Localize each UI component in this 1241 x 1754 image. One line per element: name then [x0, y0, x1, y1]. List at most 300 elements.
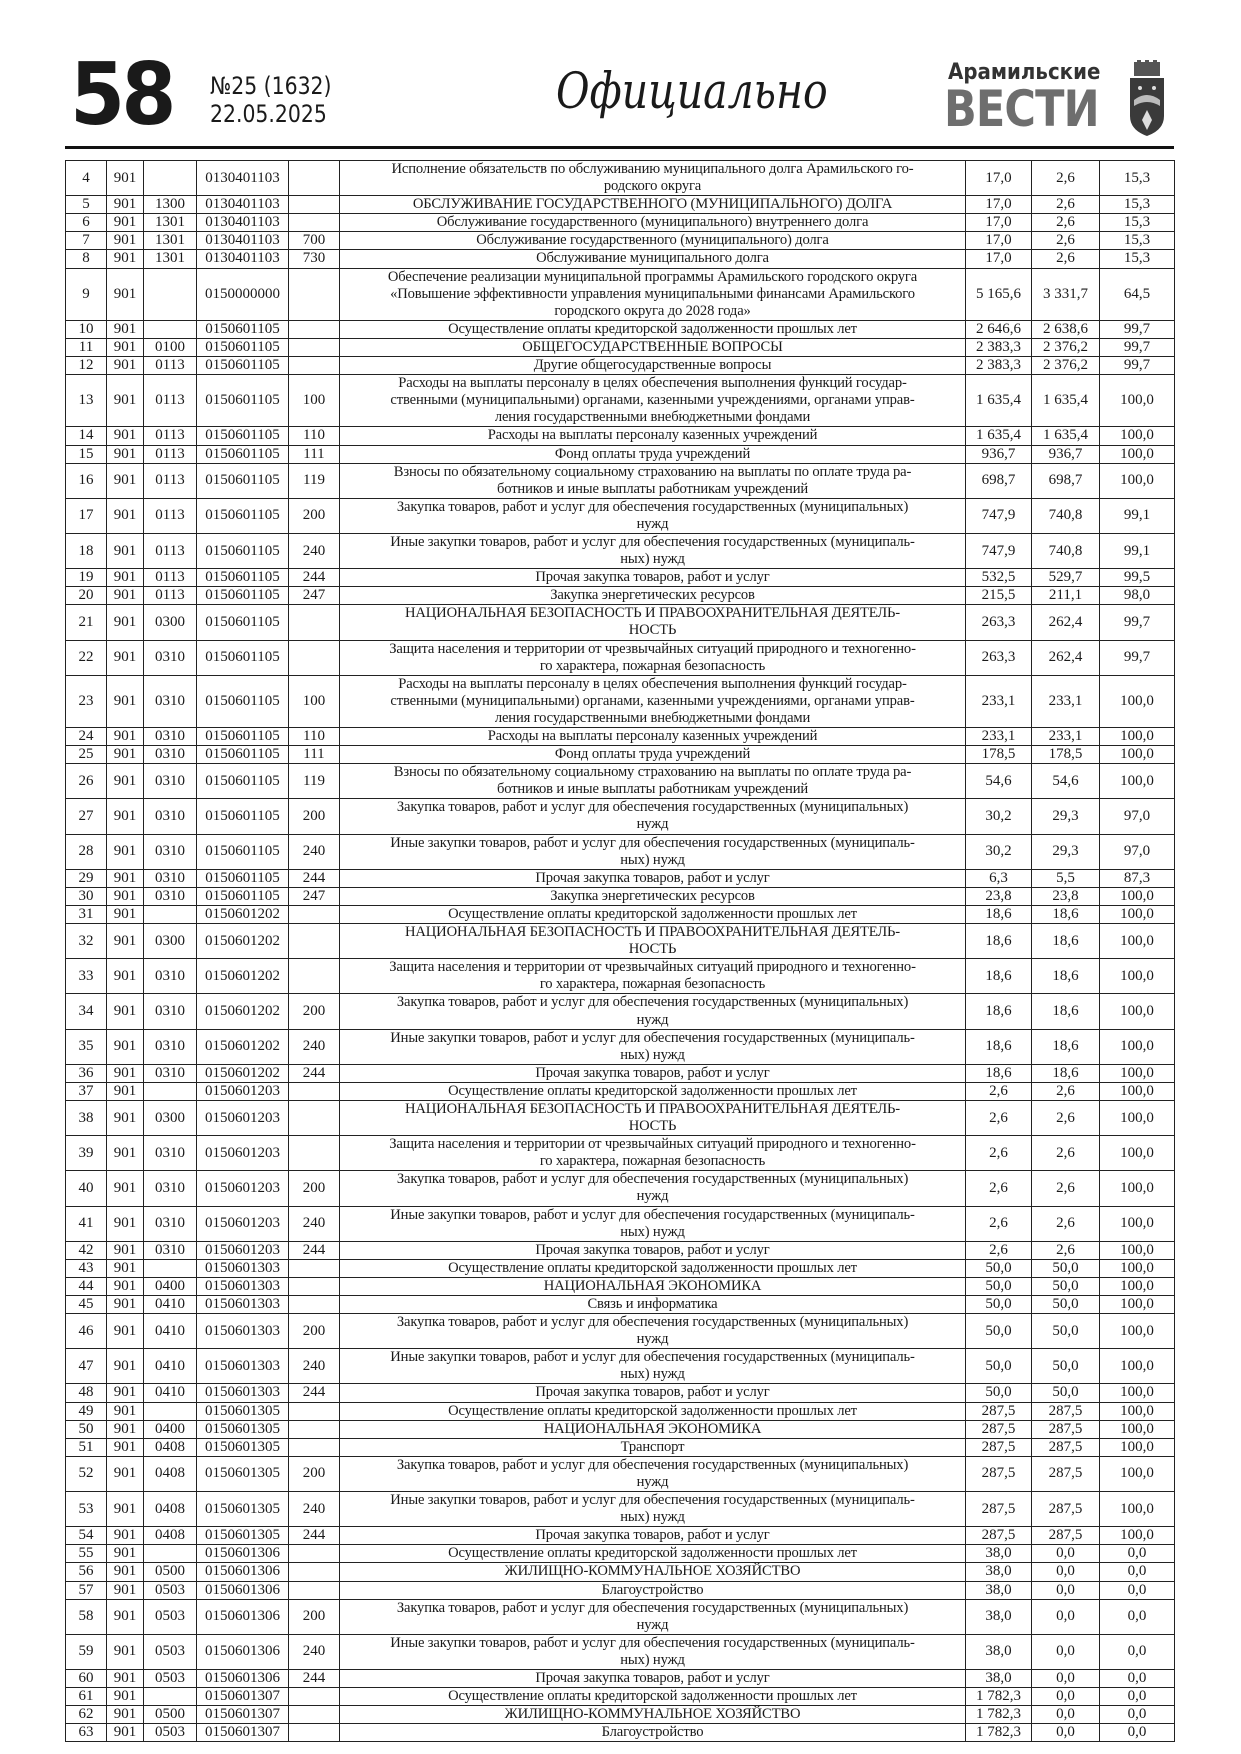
section-code: 0500 — [144, 1563, 197, 1581]
admin-code: 901 — [107, 1100, 144, 1135]
admin-code: 901 — [107, 959, 144, 994]
admin-code: 901 — [107, 1688, 144, 1706]
table-row — [66, 375, 1175, 427]
target-code: 0150601105 — [197, 799, 289, 834]
expense-type — [289, 1259, 340, 1277]
table-row — [66, 1599, 1175, 1634]
actual-amount: 740,8 — [1032, 533, 1100, 568]
row-number: 24 — [66, 728, 107, 746]
percent-done: 100,0 — [1100, 1171, 1175, 1206]
percent-done: 100,0 — [1100, 1206, 1175, 1241]
admin-code: 901 — [107, 799, 144, 834]
section-code: 0408 — [144, 1438, 197, 1456]
section-code: 0500 — [144, 1706, 197, 1724]
percent-done: 100,0 — [1100, 746, 1175, 764]
percent-done: 0,0 — [1100, 1581, 1175, 1599]
plan-amount: 747,9 — [966, 498, 1032, 533]
table-row — [66, 1296, 1175, 1314]
percent-done: 100,0 — [1100, 1384, 1175, 1402]
plan-amount: 2,6 — [966, 1136, 1032, 1171]
actual-amount: 1 635,4 — [1032, 427, 1100, 445]
table-row — [66, 1314, 1175, 1349]
target-code: 0150601203 — [197, 1082, 289, 1100]
expense-type — [289, 1724, 340, 1742]
actual-amount: 18,6 — [1032, 1064, 1100, 1082]
percent-done: 100,0 — [1100, 427, 1175, 445]
description: Обслуживание государственного (муниципального) долга — [340, 232, 966, 250]
admin-code: 901 — [107, 640, 144, 675]
section-code: 0310 — [144, 1029, 197, 1064]
row-number: 40 — [66, 1171, 107, 1206]
actual-amount: 2,6 — [1032, 196, 1100, 214]
actual-amount: 698,7 — [1032, 463, 1100, 498]
target-code: 0150601105 — [197, 728, 289, 746]
admin-code: 901 — [107, 746, 144, 764]
expense-type — [289, 1420, 340, 1438]
actual-amount: 0,0 — [1032, 1545, 1100, 1563]
plan-amount: 178,5 — [966, 746, 1032, 764]
target-code: 0150601105 — [197, 375, 289, 427]
percent-done: 15,3 — [1100, 232, 1175, 250]
description: Прочая закупка товаров, работ и услуг — [340, 1384, 966, 1402]
expense-type — [289, 357, 340, 375]
admin-code: 901 — [107, 834, 144, 869]
row-number: 59 — [66, 1634, 107, 1669]
expense-type: 200 — [289, 1456, 340, 1491]
description: Осуществление оплаты кредиторской задолженности прошлых лет — [340, 905, 966, 923]
admin-code: 901 — [107, 764, 144, 799]
row-number: 42 — [66, 1241, 107, 1259]
section-code: 0503 — [144, 1724, 197, 1742]
expense-type — [289, 1563, 340, 1581]
admin-code: 901 — [107, 196, 144, 214]
description: Благоустройство — [340, 1724, 966, 1742]
table-row — [66, 1402, 1175, 1420]
section-code: 0310 — [144, 869, 197, 887]
expense-type: 100 — [289, 675, 340, 727]
admin-code: 901 — [107, 250, 144, 268]
actual-amount: 54,6 — [1032, 764, 1100, 799]
plan-amount: 1 782,3 — [966, 1706, 1032, 1724]
section-code: 0408 — [144, 1492, 197, 1527]
actual-amount: 233,1 — [1032, 675, 1100, 727]
percent-done: 98,0 — [1100, 587, 1175, 605]
issue-number: №25 (1632) — [210, 72, 332, 100]
plan-amount: 287,5 — [966, 1456, 1032, 1491]
issue-date: 22.05.2025 — [210, 100, 327, 128]
percent-done: 100,0 — [1100, 1349, 1175, 1384]
description: Прочая закупка товаров, работ и услуг — [340, 1241, 966, 1259]
table-row — [66, 1259, 1175, 1277]
admin-code: 901 — [107, 1349, 144, 1384]
table-row — [66, 1082, 1175, 1100]
expense-type — [289, 605, 340, 640]
target-code: 0150601305 — [197, 1402, 289, 1420]
section-code: 0300 — [144, 605, 197, 640]
table-row — [66, 1669, 1175, 1687]
plan-amount: 54,6 — [966, 764, 1032, 799]
section-code: 0400 — [144, 1277, 197, 1295]
description: Другие общегосударственные вопросы — [340, 357, 966, 375]
actual-amount: 936,7 — [1032, 445, 1100, 463]
description: Иные закупки товаров, работ и услуг для обеспечения государственных (муниципаль- ных) нужд — [340, 1634, 966, 1669]
expense-type — [289, 214, 340, 232]
target-code: 0130401103 — [197, 196, 289, 214]
table-row — [66, 1456, 1175, 1491]
percent-done: 100,0 — [1100, 1492, 1175, 1527]
section-code — [144, 161, 197, 196]
row-number: 48 — [66, 1384, 107, 1402]
plan-amount: 2,6 — [966, 1082, 1032, 1100]
row-number: 60 — [66, 1669, 107, 1687]
target-code: 0150601203 — [197, 1136, 289, 1171]
actual-amount: 287,5 — [1032, 1420, 1100, 1438]
percent-done: 99,1 — [1100, 498, 1175, 533]
expense-type: 240 — [289, 1634, 340, 1669]
row-number: 5 — [66, 196, 107, 214]
admin-code: 901 — [107, 268, 144, 320]
target-code: 0150601105 — [197, 869, 289, 887]
table-row — [66, 905, 1175, 923]
admin-code: 901 — [107, 498, 144, 533]
actual-amount: 211,1 — [1032, 587, 1100, 605]
target-code: 0150601105 — [197, 605, 289, 640]
expense-type: 111 — [289, 746, 340, 764]
target-code: 0150601305 — [197, 1492, 289, 1527]
description: Защита населения и территории от чрезвычайных ситуаций природного и техногенно- го характера, пожарная безопасность — [340, 640, 966, 675]
percent-done: 100,0 — [1100, 1241, 1175, 1259]
admin-code: 901 — [107, 427, 144, 445]
section-code: 0310 — [144, 675, 197, 727]
plan-amount: 18,6 — [966, 905, 1032, 923]
section-code: 0113 — [144, 357, 197, 375]
target-code: 0150601303 — [197, 1384, 289, 1402]
admin-code: 901 — [107, 463, 144, 498]
target-code: 0130401103 — [197, 250, 289, 268]
section-code — [144, 1402, 197, 1420]
section-code: 0310 — [144, 994, 197, 1029]
table-row — [66, 924, 1175, 959]
actual-amount: 2,6 — [1032, 1082, 1100, 1100]
actual-amount: 50,0 — [1032, 1384, 1100, 1402]
table-row — [66, 250, 1175, 268]
plan-amount: 38,0 — [966, 1669, 1032, 1687]
admin-code: 901 — [107, 1545, 144, 1563]
admin-code: 901 — [107, 1581, 144, 1599]
description: Прочая закупка товаров, работ и услуг — [340, 1064, 966, 1082]
description: ЖИЛИЩНО-КОММУНАЛЬНОЕ ХОЗЯЙСТВО — [340, 1706, 966, 1724]
section-code — [144, 1259, 197, 1277]
section-code: 0503 — [144, 1581, 197, 1599]
admin-code: 901 — [107, 1082, 144, 1100]
description: Расходы на выплаты персоналу казенных учреждений — [340, 728, 966, 746]
percent-done: 100,0 — [1100, 1064, 1175, 1082]
plan-amount: 2,6 — [966, 1100, 1032, 1135]
target-code: 0150601202 — [197, 1064, 289, 1082]
plan-amount: 1 782,3 — [966, 1724, 1032, 1742]
description: Закупка товаров, работ и услуг для обеспечения государственных (муниципальных) нужд — [340, 994, 966, 1029]
admin-code: 901 — [107, 905, 144, 923]
row-number: 16 — [66, 463, 107, 498]
target-code: 0130401103 — [197, 161, 289, 196]
description: Закупка товаров, работ и услуг для обеспечения государственных (муниципальных) нужд — [340, 1171, 966, 1206]
table-row — [66, 1384, 1175, 1402]
target-code: 0150601105 — [197, 887, 289, 905]
expense-type — [289, 196, 340, 214]
description: Иные закупки товаров, работ и услуг для обеспечения государственных (муниципаль- ных) нужд — [340, 533, 966, 568]
header-rule — [65, 146, 1174, 149]
actual-amount: 178,5 — [1032, 746, 1100, 764]
table-row — [66, 445, 1175, 463]
plan-amount: 215,5 — [966, 587, 1032, 605]
percent-done: 99,7 — [1100, 338, 1175, 356]
target-code: 0150601306 — [197, 1581, 289, 1599]
plan-amount: 50,0 — [966, 1259, 1032, 1277]
row-number: 23 — [66, 675, 107, 727]
actual-amount: 18,6 — [1032, 1029, 1100, 1064]
expense-type — [289, 640, 340, 675]
percent-done: 100,0 — [1100, 463, 1175, 498]
description: Закупка товаров, работ и услуг для обеспечения государственных (муниципальных) нужд — [340, 1456, 966, 1491]
description: Иные закупки товаров, работ и услуг для обеспечения государственных (муниципаль- ных) нужд — [340, 1349, 966, 1384]
description: ОБЩЕГОСУДАРСТВЕННЫЕ ВОПРОСЫ — [340, 338, 966, 356]
table-row — [66, 232, 1175, 250]
target-code: 0150601202 — [197, 1029, 289, 1064]
expense-type: 200 — [289, 1314, 340, 1349]
table-row — [66, 463, 1175, 498]
table-row — [66, 1527, 1175, 1545]
section-code — [144, 1082, 197, 1100]
table-row — [66, 1349, 1175, 1384]
actual-amount: 29,3 — [1032, 834, 1100, 869]
expense-type — [289, 320, 340, 338]
percent-done: 15,3 — [1100, 161, 1175, 196]
table-row — [66, 268, 1175, 320]
description: Иные закупки товаров, работ и услуг для обеспечения государственных (муниципаль- ных) нужд — [340, 1206, 966, 1241]
plan-amount: 287,5 — [966, 1438, 1032, 1456]
row-number: 35 — [66, 1029, 107, 1064]
description: НАЦИОНАЛЬНАЯ БЕЗОПАСНОСТЬ И ПРАВООХРАНИТЕЛЬНАЯ ДЕЯТЕЛЬ- НОСТЬ — [340, 1100, 966, 1135]
description: Осуществление оплаты кредиторской задолженности прошлых лет — [340, 1259, 966, 1277]
plan-amount: 1 635,4 — [966, 427, 1032, 445]
section-code: 0310 — [144, 746, 197, 764]
row-number: 4 — [66, 161, 107, 196]
target-code: 0150601105 — [197, 764, 289, 799]
section-code: 0410 — [144, 1296, 197, 1314]
admin-code: 901 — [107, 1402, 144, 1420]
expense-type: 730 — [289, 250, 340, 268]
description: Закупка товаров, работ и услуг для обеспечения государственных (муниципальных) нужд — [340, 799, 966, 834]
description: Прочая закупка товаров, работ и услуг — [340, 1669, 966, 1687]
row-number: 25 — [66, 746, 107, 764]
table-row — [66, 569, 1175, 587]
actual-amount: 2,6 — [1032, 214, 1100, 232]
admin-code: 901 — [107, 232, 144, 250]
row-number: 6 — [66, 214, 107, 232]
admin-code: 901 — [107, 1724, 144, 1742]
description: Расходы на выплаты персоналу казенных учреждений — [340, 427, 966, 445]
target-code: 0130401103 — [197, 232, 289, 250]
plan-amount: 18,6 — [966, 924, 1032, 959]
description: Осуществление оплаты кредиторской задолженности прошлых лет — [340, 1545, 966, 1563]
page-number: 58 — [70, 45, 173, 145]
section-code: 0310 — [144, 1171, 197, 1206]
percent-done: 100,0 — [1100, 1420, 1175, 1438]
percent-done: 64,5 — [1100, 268, 1175, 320]
percent-done: 100,0 — [1100, 1527, 1175, 1545]
table-row — [66, 1206, 1175, 1241]
admin-code: 901 — [107, 1296, 144, 1314]
percent-done: 100,0 — [1100, 905, 1175, 923]
section-code: 0100 — [144, 338, 197, 356]
target-code: 0150601306 — [197, 1563, 289, 1581]
actual-amount: 18,6 — [1032, 924, 1100, 959]
target-code: 0150601303 — [197, 1349, 289, 1384]
target-code: 0150601305 — [197, 1527, 289, 1545]
percent-done: 0,0 — [1100, 1634, 1175, 1669]
expense-type: 110 — [289, 427, 340, 445]
admin-code: 901 — [107, 1029, 144, 1064]
row-number: 36 — [66, 1064, 107, 1082]
section-code: 0300 — [144, 924, 197, 959]
section-title: Официально — [556, 62, 828, 120]
description: Закупка товаров, работ и услуг для обеспечения государственных (муниципальных) нужд — [340, 1599, 966, 1634]
table-row — [66, 605, 1175, 640]
table-row — [66, 640, 1175, 675]
plan-amount: 30,2 — [966, 834, 1032, 869]
row-number: 46 — [66, 1314, 107, 1349]
target-code: 0150601303 — [197, 1296, 289, 1314]
table-row — [66, 1438, 1175, 1456]
expense-type: 700 — [289, 232, 340, 250]
row-number: 43 — [66, 1259, 107, 1277]
description: Прочая закупка товаров, работ и услуг — [340, 569, 966, 587]
admin-code: 901 — [107, 569, 144, 587]
percent-done: 100,0 — [1100, 1082, 1175, 1100]
actual-amount: 740,8 — [1032, 498, 1100, 533]
expense-type — [289, 268, 340, 320]
table-row — [66, 1724, 1175, 1742]
description: НАЦИОНАЛЬНАЯ БЕЗОПАСНОСТЬ И ПРАВООХРАНИТЕЛЬНАЯ ДЕЯТЕЛЬ- НОСТЬ — [340, 605, 966, 640]
expense-type: 200 — [289, 799, 340, 834]
plan-amount: 38,0 — [966, 1599, 1032, 1634]
plan-amount: 18,6 — [966, 1029, 1032, 1064]
row-number: 9 — [66, 268, 107, 320]
actual-amount: 0,0 — [1032, 1724, 1100, 1742]
row-number: 26 — [66, 764, 107, 799]
expense-type — [289, 1706, 340, 1724]
plan-amount: 698,7 — [966, 463, 1032, 498]
expense-type: 244 — [289, 1384, 340, 1402]
table-row — [66, 1634, 1175, 1669]
actual-amount: 287,5 — [1032, 1456, 1100, 1491]
table-row — [66, 357, 1175, 375]
table-row — [66, 799, 1175, 834]
row-number: 28 — [66, 834, 107, 869]
section-code: 0300 — [144, 1100, 197, 1135]
expense-type: 200 — [289, 1171, 340, 1206]
table-row — [66, 1545, 1175, 1563]
actual-amount: 2 376,2 — [1032, 357, 1100, 375]
description: Фонд оплаты труда учреждений — [340, 445, 966, 463]
section-code: 0113 — [144, 569, 197, 587]
actual-amount: 2 638,6 — [1032, 320, 1100, 338]
plan-amount: 287,5 — [966, 1492, 1032, 1527]
percent-done: 100,0 — [1100, 994, 1175, 1029]
percent-done: 99,7 — [1100, 605, 1175, 640]
plan-amount: 2,6 — [966, 1241, 1032, 1259]
expense-type: 200 — [289, 1599, 340, 1634]
actual-amount: 50,0 — [1032, 1349, 1100, 1384]
row-number: 8 — [66, 250, 107, 268]
expense-type: 240 — [289, 1206, 340, 1241]
expense-type: 247 — [289, 587, 340, 605]
description: Обслуживание муниципального долга — [340, 250, 966, 268]
table-row — [66, 1581, 1175, 1599]
section-code: 0113 — [144, 463, 197, 498]
section-code: 0113 — [144, 533, 197, 568]
actual-amount: 5,5 — [1032, 869, 1100, 887]
plan-amount: 936,7 — [966, 445, 1032, 463]
percent-done: 100,0 — [1100, 959, 1175, 994]
plan-amount: 2 383,3 — [966, 357, 1032, 375]
percent-done: 100,0 — [1100, 1402, 1175, 1420]
table-row — [66, 1136, 1175, 1171]
percent-done: 99,1 — [1100, 533, 1175, 568]
row-number: 15 — [66, 445, 107, 463]
percent-done: 87,3 — [1100, 869, 1175, 887]
table-row — [66, 994, 1175, 1029]
row-number: 14 — [66, 427, 107, 445]
row-number: 49 — [66, 1402, 107, 1420]
description: ОБСЛУЖИВАНИЕ ГОСУДАРСТВЕННОГО (МУНИЦИПАЛЬНОГО) ДОЛГА — [340, 196, 966, 214]
row-number: 61 — [66, 1688, 107, 1706]
percent-done: 0,0 — [1100, 1563, 1175, 1581]
admin-code: 901 — [107, 1706, 144, 1724]
expense-type — [289, 1296, 340, 1314]
expense-type — [289, 1277, 340, 1295]
target-code: 0150000000 — [197, 268, 289, 320]
admin-code: 901 — [107, 1259, 144, 1277]
expense-type — [289, 905, 340, 923]
actual-amount: 2,6 — [1032, 232, 1100, 250]
target-code: 0150601105 — [197, 533, 289, 568]
target-code: 0150601105 — [197, 427, 289, 445]
section-code: 0113 — [144, 375, 197, 427]
table-row — [66, 1277, 1175, 1295]
percent-done: 97,0 — [1100, 799, 1175, 834]
plan-amount: 2,6 — [966, 1206, 1032, 1241]
target-code: 0150601105 — [197, 338, 289, 356]
plan-amount: 287,5 — [966, 1402, 1032, 1420]
admin-code: 901 — [107, 1438, 144, 1456]
actual-amount: 18,6 — [1032, 959, 1100, 994]
plan-amount: 2,6 — [966, 1171, 1032, 1206]
target-code: 0150601307 — [197, 1688, 289, 1706]
admin-code: 901 — [107, 728, 144, 746]
target-code: 0150601303 — [197, 1277, 289, 1295]
target-code: 0150601306 — [197, 1599, 289, 1634]
section-code: 0310 — [144, 1136, 197, 1171]
plan-amount: 18,6 — [966, 1064, 1032, 1082]
section-code: 0310 — [144, 887, 197, 905]
table-row — [66, 320, 1175, 338]
percent-done: 0,0 — [1100, 1545, 1175, 1563]
expense-type: 244 — [289, 869, 340, 887]
section-code: 1300 — [144, 196, 197, 214]
percent-done: 100,0 — [1100, 924, 1175, 959]
percent-done: 100,0 — [1100, 1314, 1175, 1349]
